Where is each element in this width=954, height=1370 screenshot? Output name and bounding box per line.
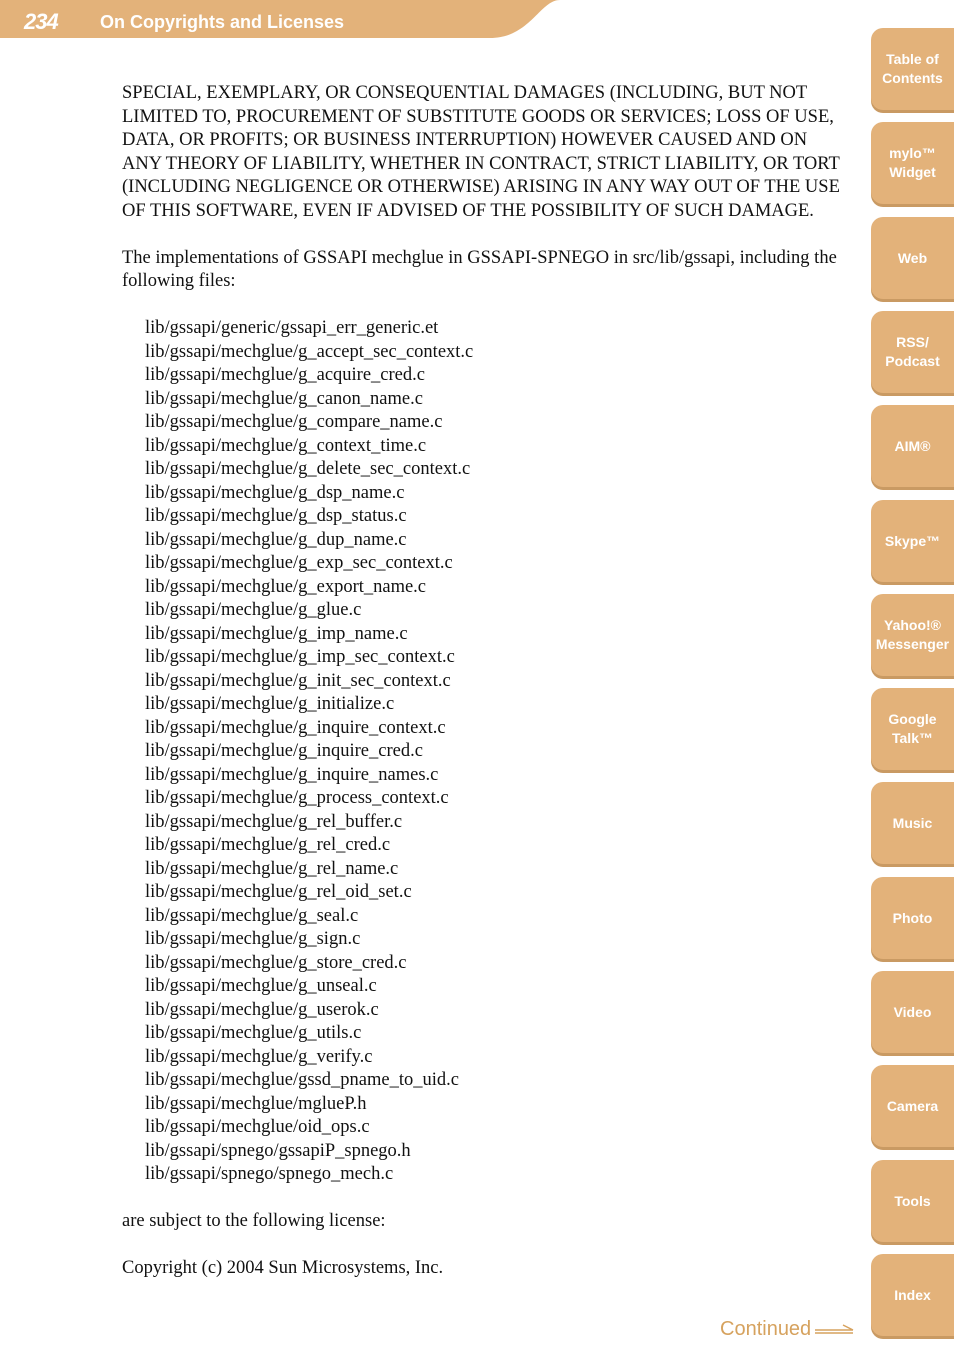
file-list-item: lib/gssapi/mechglue/g_verify.c bbox=[145, 1046, 373, 1067]
file-list-item: lib/gssapi/mechglue/g_dsp_name.c bbox=[145, 482, 405, 503]
file-list-item: lib/gssapi/mechglue/g_inquire_cred.c bbox=[145, 741, 423, 761]
file-list-item: lib/gssapi/mechglue/g_sign.c bbox=[145, 929, 361, 949]
tab-tools[interactable]: Tools bbox=[871, 1160, 954, 1242]
tab-music[interactable]: Music bbox=[871, 782, 954, 864]
page-number: 234 bbox=[24, 9, 58, 34]
tab-google-talk[interactable]: Google Talk™ bbox=[871, 688, 954, 770]
file-list-item: lib/gssapi/mechglue/g_accept_sec_context.c bbox=[145, 341, 474, 362]
paragraph-implementations: The implementations of GSSAPI mechglue in GSSAPI-SPNEGO in src/lib/gssapi, including the following files: bbox=[122, 247, 837, 291]
paragraph-disclaimer: SPECIAL, EXEMPLARY, OR CONSEQUENTIAL DAMAGES (INCLUDING, BUT NOT LIMITED TO, PROCUREMENT OF SUBSTITUTE GOODS OR SERVICES; LOSS OF USE, DATA, OR PROFITS; OR BUSINESS INTERRUPTION) HOWEVER CAUSED AND ON ANY THEORY OF LIABILITY, WHETHER IN CONTRACT, STRICT LIABILITY, OR TORT (INCLUDING NEGLIGENCE OR OTHERWISE) ARISING IN ANY WAY OUT OF THE USE OF THIS SOFTWARE, EVEN IF ADVISED OF THE POSSIBILITY OF SUCH DAMAGE. bbox=[122, 83, 840, 221]
tab-photo[interactable]: Photo bbox=[871, 877, 954, 959]
file-list-item: lib/gssapi/mechglue/g_exp_sec_context.c bbox=[145, 553, 453, 573]
file-list-item: lib/gssapi/mechglue/g_imp_name.c bbox=[145, 623, 408, 644]
main-content bbox=[122, 82, 842, 1281]
file-list-item: lib/gssapi/mechglue/g_seal.c bbox=[145, 905, 359, 926]
continued-label: Continued bbox=[720, 1318, 812, 1340]
tab-web[interactable]: Web bbox=[871, 217, 954, 299]
file-list-item: lib/gssapi/mechglue/g_process_context.c bbox=[145, 788, 449, 808]
file-list-item: lib/gssapi/mechglue/g_imp_sec_context.c bbox=[145, 647, 455, 667]
tab-skype[interactable]: Skype™ bbox=[871, 500, 954, 582]
file-list-item: lib/gssapi/mechglue/g_compare_name.c bbox=[145, 412, 443, 432]
page-header bbox=[0, 0, 560, 40]
paragraph-copyright: Copyright (c) 2004 Sun Microsystems, Inc. bbox=[122, 1258, 444, 1278]
file-list-item: lib/gssapi/mechglue/g_dup_name.c bbox=[145, 529, 407, 550]
file-list-item: lib/gssapi/mechglue/g_rel_cred.c bbox=[145, 835, 391, 855]
file-list-item: lib/gssapi/mechglue/g_store_cred.c bbox=[145, 952, 407, 973]
file-list-item: lib/gssapi/mechglue/g_rel_oid_set.c bbox=[145, 882, 412, 902]
tab-mylo-widget[interactable]: mylo™ Widget bbox=[871, 122, 954, 204]
tab-table-of-contents[interactable]: Table of Contents bbox=[871, 28, 954, 110]
file-list-item: lib/gssapi/mechglue/g_utils.c bbox=[145, 1023, 362, 1043]
file-list-item: lib/gssapi/mechglue/g_glue.c bbox=[145, 600, 362, 620]
file-list-item: lib/gssapi/mechglue/g_inquire_names.c bbox=[145, 764, 439, 785]
tab-yahoo-messenger[interactable]: Yahoo!® Messenger bbox=[871, 594, 954, 676]
page-title: On Copyrights and Licenses bbox=[100, 12, 345, 32]
continued-link[interactable] bbox=[720, 1318, 855, 1341]
file-list-item: lib/gssapi/mechglue/mglueP.h bbox=[145, 1093, 367, 1114]
file-list-item: lib/gssapi/mechglue/g_context_time.c bbox=[145, 435, 427, 456]
file-list-item: lib/gssapi/mechglue/g_export_name.c bbox=[145, 576, 427, 597]
file-list-item: lib/gssapi/mechglue/g_acquire_cred.c bbox=[145, 365, 425, 385]
file-list-item: lib/gssapi/mechglue/oid_ops.c bbox=[145, 1117, 370, 1137]
file-list-item: lib/gssapi/mechglue/g_canon_name.c bbox=[145, 388, 423, 409]
file-list-item: lib/gssapi/mechglue/gssd_pname_to_uid.c bbox=[145, 1070, 459, 1090]
file-list-item: lib/gssapi/mechglue/g_dsp_status.c bbox=[145, 506, 407, 526]
file-list bbox=[122, 317, 842, 1187]
file-list-item: lib/gssapi/mechglue/g_userok.c bbox=[145, 999, 379, 1020]
file-list-item: lib/gssapi/spnego/spnego_mech.c bbox=[145, 1164, 394, 1184]
tab-aim[interactable]: AIM® bbox=[871, 405, 954, 487]
section-tabs bbox=[871, 0, 954, 1370]
paragraph-subject: are subject to the following license: bbox=[122, 1211, 386, 1231]
tab-camera[interactable]: Camera bbox=[871, 1065, 954, 1147]
file-list-item: lib/gssapi/mechglue/g_rel_name.c bbox=[145, 858, 399, 879]
file-list-item: lib/gssapi/mechglue/g_delete_sec_context.c bbox=[145, 459, 471, 479]
file-list-item: lib/gssapi/mechglue/g_inquire_context.c bbox=[145, 717, 446, 738]
file-list-item: lib/gssapi/generic/gssapi_err_generic.et bbox=[145, 318, 439, 338]
arrow-right-icon bbox=[815, 1323, 855, 1337]
file-list-item: lib/gssapi/mechglue/g_rel_buffer.c bbox=[145, 811, 403, 832]
tab-rss-podcast[interactable]: RSS/ Podcast bbox=[871, 311, 954, 393]
file-list-item: lib/gssapi/mechglue/g_initialize.c bbox=[145, 694, 395, 714]
file-list-item: lib/gssapi/mechglue/g_init_sec_context.c bbox=[145, 670, 451, 691]
file-list-item: lib/gssapi/spnego/gssapiP_spnego.h bbox=[145, 1140, 411, 1161]
file-list-item: lib/gssapi/mechglue/g_unseal.c bbox=[145, 976, 377, 996]
tab-index[interactable]: Index bbox=[871, 1254, 954, 1336]
tab-video[interactable]: Video bbox=[871, 971, 954, 1053]
